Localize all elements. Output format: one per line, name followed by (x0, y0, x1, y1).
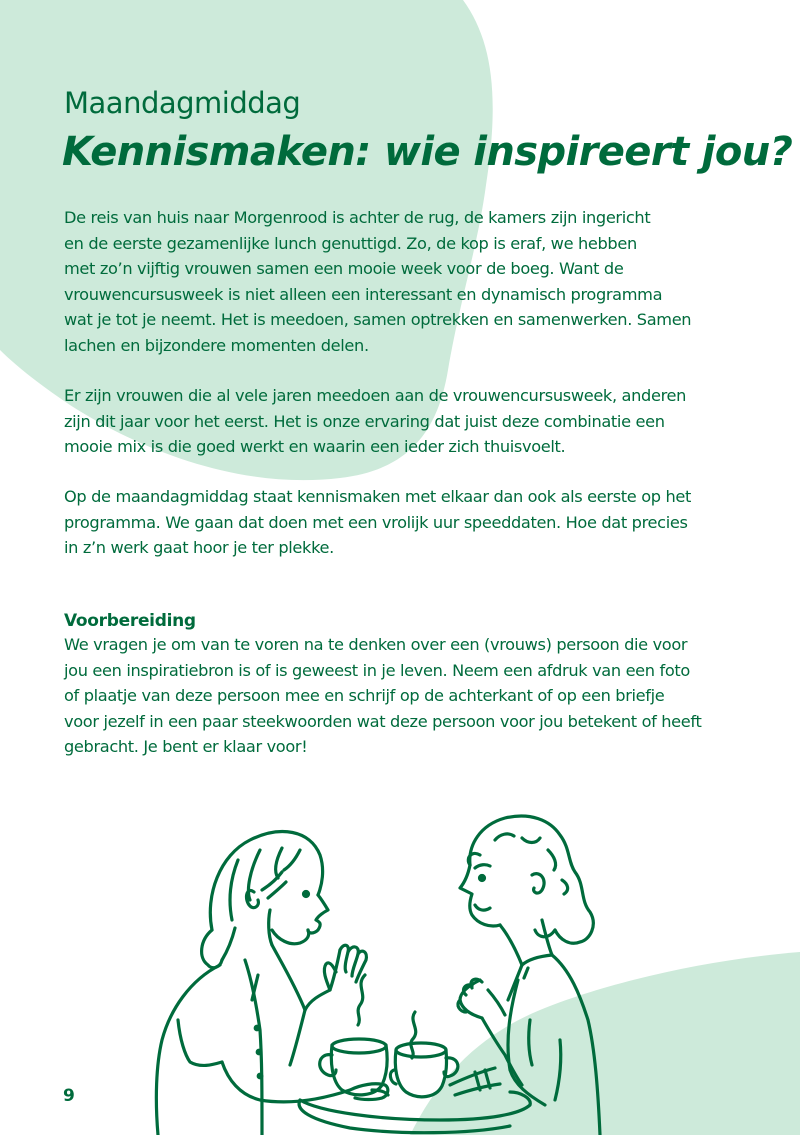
page-number: 9 (63, 1086, 75, 1106)
text-line: lachen en bijzondere momenten delen. (64, 335, 369, 355)
text-line: zijn dit jaar voor het eerst. Het is onze ervaring dat juist deze combinatie een (64, 411, 665, 431)
text-line: in z’n werk gaat hoor je ter plekke. (64, 538, 334, 558)
text-line: De reis van huis naar Morgenrood is achter de rug, de kamers zijn ingericht (64, 208, 651, 227)
section-heading-voorbereiding: Voorbereiding (64, 611, 196, 631)
paragraph-participants (64, 383, 744, 460)
text-line: Op de maandagmiddag staat kennismaken met elkaar dan ook als eerste op het (64, 487, 691, 506)
text-line: programma. We gaan dat doen met een vrolijk uur speeddaten. Hoe dat precies (64, 512, 688, 532)
text-line: en de eerste gezamenlijke lunch genuttigd. Zo, de kop is eraf, we hebben (64, 233, 637, 253)
paragraph-preparation (64, 632, 744, 760)
text-line: jou een inspiratiebron is of is geweest in je leven. Neem een afdruk van een foto (64, 660, 690, 680)
paragraph-speeddating (64, 484, 744, 561)
text-line: of plaatje van deze persoon mee en schrijf op de achterkant of op een briefje (64, 686, 665, 706)
text-line: gebracht. Je bent er klaar voor! (64, 737, 308, 757)
page-subtitle: Maandagmiddag (64, 86, 301, 120)
text-line: voor jezelf in een paar steekwoorden wat deze persoon voor jou betekent of heeft (64, 711, 702, 731)
text-line: mooie mix is die goed werkt en waarin een ieder zich thuisvoelt. (64, 437, 566, 457)
two-women-coffee-illustration-icon (150, 800, 650, 1135)
text-line: Er zijn vrouwen die al vele jaren meedoen aan de vrouwencursusweek, anderen (64, 386, 687, 405)
text-line: We vragen je om van te voren na te denken over een (vrouws) persoon die voor (64, 635, 688, 654)
text-line: met zo’n vijftig vrouwen samen een mooie week voor de boeg. Want de (64, 259, 624, 279)
page-title: Kennismaken: wie inspireert jou? (62, 129, 793, 175)
text-line: wat je tot je neemt. Het is meedoen, samen optrekken en samenwerken. Samen (64, 310, 692, 330)
text-line: vrouwencursusweek is niet alleen een interessant en dynamisch programma (64, 284, 663, 304)
paragraph-intro (64, 205, 744, 359)
